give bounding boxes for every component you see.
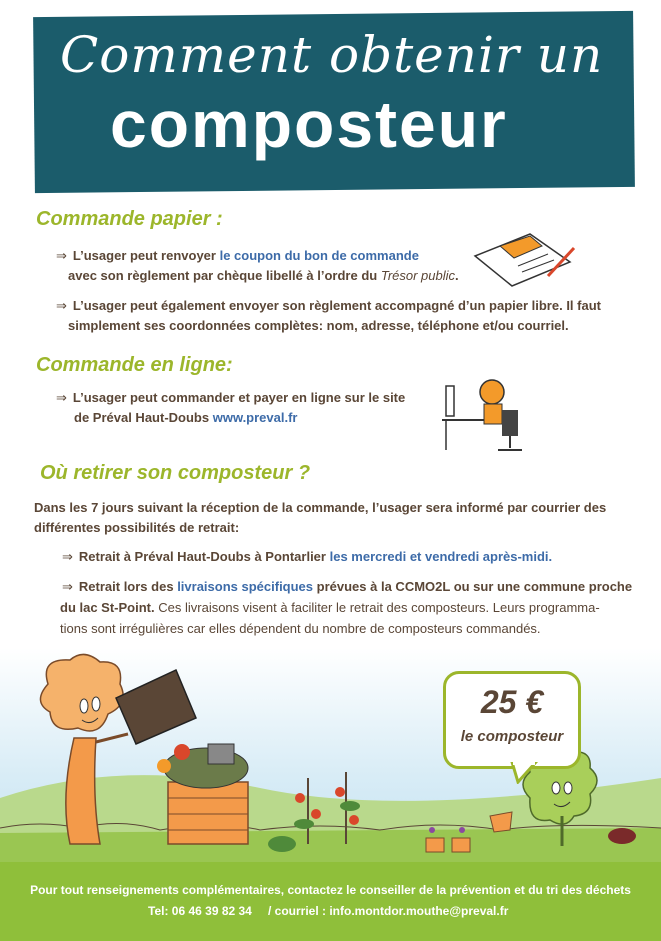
pickup-item2-line2: du lac St-Point. Ces livraisons visent à faciliter le retrait des composteurs. Leurs programma- xyxy=(60,600,600,615)
paper-form-icon xyxy=(470,226,580,288)
arrow-icon: ⇒ xyxy=(62,549,73,564)
pickup-item2-line3: tions sont irrégulières car elles dépendent du nombre de composteurs commandés. xyxy=(60,621,541,636)
specific-deliveries: livraisons spécifiques xyxy=(177,579,314,594)
section-heading-paper: Commande papier : xyxy=(36,208,223,230)
pickup-item2: ⇒ Retrait lors des livraisons spécifiques prévues à la CCMO2L ou sur une commune proche xyxy=(62,579,633,594)
pickup-days: les mercredi et vendredi après-midi. xyxy=(329,549,553,564)
section-heading-pickup: Où retirer son composteur ? xyxy=(40,462,311,484)
price-amount: 25 € xyxy=(480,684,544,720)
arrow-icon: ⇒ xyxy=(56,248,67,263)
pickup-intro-line2: différentes possibilités de retrait: xyxy=(34,520,240,535)
paper-order-item2-line2: simplement ses coordonnées complètes: nom, adresse, téléphone et/ou courriel. xyxy=(68,318,569,333)
footer-info: Pour tout renseignements complémentaires, contactez le conseiller de la prévention et du tri des déchets xyxy=(30,883,631,897)
paper-order-item1-line2: avec son règlement par chèque libellé à l’ordre du Trésor public. xyxy=(68,268,459,283)
page-title-line2: composteur xyxy=(110,87,508,161)
computer-user-icon xyxy=(440,374,530,456)
pickup-item1: ⇒ Retrait à Préval Haut-Doubs à Pontarlier les mercredi et vendredi après-midi. xyxy=(62,549,553,564)
arrow-icon: ⇒ xyxy=(56,298,67,313)
preval-website-link[interactable]: www.preval.fr xyxy=(212,410,298,425)
footer-contact xyxy=(0,862,661,941)
arrow-icon: ⇒ xyxy=(62,579,73,594)
pickup-intro-line1: Dans les 7 jours suivant la réception de la commande, l’usager sera informé par courrier des xyxy=(34,500,607,515)
page-title-line1: Comment obtenir un xyxy=(60,26,604,84)
bubble-tail xyxy=(510,762,540,784)
paper-order-item2: ⇒ L’usager peut également envoyer son règlement accompagné d’un papier libre. Il faut xyxy=(56,298,601,313)
paper-order-item1: ⇒ L’usager peut renvoyer le coupon du bon de commande xyxy=(56,248,419,263)
arrow-icon: ⇒ xyxy=(56,390,67,405)
section-heading-online: Commande en ligne: xyxy=(36,354,233,376)
online-order-item1-line2: de Préval Haut-Doubs www.preval.fr xyxy=(74,410,298,425)
online-order-item1: ⇒ L’usager peut commander et payer en ligne sur le site xyxy=(56,390,406,405)
footer-phone: Tel: 06 46 39 82 34 xyxy=(148,904,252,918)
price-label: le composteur xyxy=(460,728,564,745)
coupon-link[interactable]: le coupon du bon de commande xyxy=(219,248,419,263)
price-bubble xyxy=(443,671,581,769)
footer-email[interactable]: / courriel : info.montdor.mouthe@preval.fr xyxy=(268,904,509,918)
